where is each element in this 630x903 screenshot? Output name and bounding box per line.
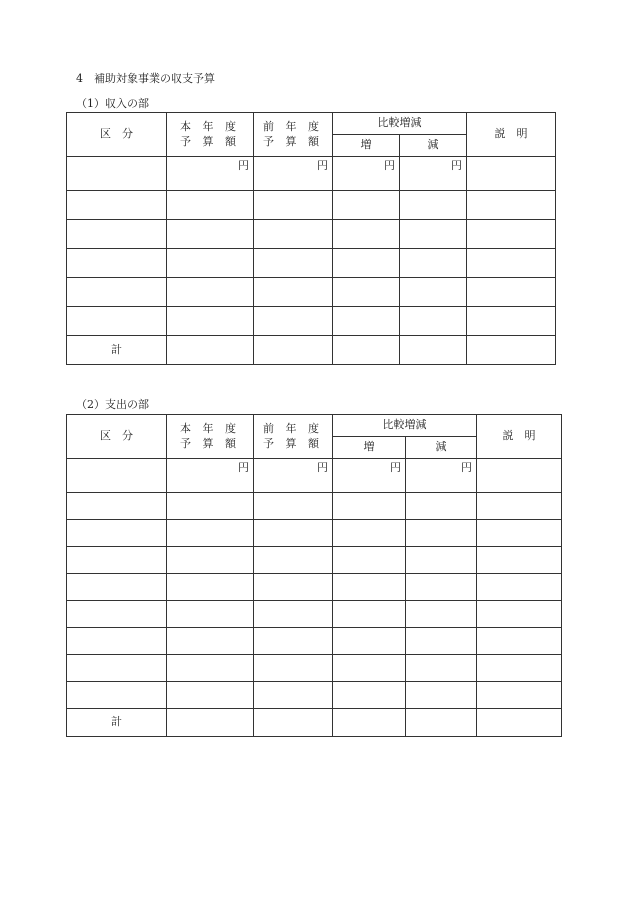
table-row bbox=[67, 574, 562, 601]
header-current-line1: 本 年 度 bbox=[180, 119, 240, 133]
unit-label: 円 bbox=[406, 459, 477, 493]
table-cell[interactable] bbox=[333, 191, 400, 220]
table-cell[interactable] bbox=[67, 628, 167, 655]
header-decrease: 減 bbox=[406, 437, 477, 459]
table-cell[interactable] bbox=[67, 157, 167, 191]
table-row bbox=[67, 307, 556, 336]
table-cell[interactable] bbox=[400, 336, 467, 365]
table-cell[interactable] bbox=[167, 709, 254, 737]
table-cell[interactable] bbox=[467, 220, 556, 249]
table-cell[interactable] bbox=[67, 682, 167, 709]
table-cell[interactable] bbox=[67, 493, 167, 520]
table-cell[interactable] bbox=[406, 682, 477, 709]
table-cell[interactable] bbox=[333, 336, 400, 365]
table-cell[interactable] bbox=[333, 709, 406, 737]
table-cell[interactable] bbox=[254, 191, 333, 220]
header-current-budget bbox=[167, 415, 254, 459]
table-cell[interactable] bbox=[333, 307, 400, 336]
unit-label: 円 bbox=[167, 157, 254, 191]
header-increase: 増 bbox=[333, 437, 406, 459]
table-cell[interactable] bbox=[167, 307, 254, 336]
header-explanation: 説 明 bbox=[467, 113, 556, 157]
table-cell[interactable] bbox=[167, 493, 254, 520]
header-current-line2: 予 算 額 bbox=[180, 134, 240, 148]
header-kubun: 区 分 bbox=[67, 113, 167, 157]
table-cell[interactable] bbox=[477, 628, 562, 655]
header-comparison: 比較増減 bbox=[333, 415, 477, 437]
unit-label: 円 bbox=[400, 157, 467, 191]
table-cell[interactable] bbox=[477, 601, 562, 628]
table-cell[interactable] bbox=[333, 682, 406, 709]
header-previous-budget bbox=[254, 113, 333, 157]
table-cell[interactable] bbox=[254, 493, 333, 520]
table-cell[interactable] bbox=[254, 655, 333, 682]
table-cell[interactable] bbox=[167, 520, 254, 547]
table-cell[interactable] bbox=[254, 601, 333, 628]
table-cell[interactable] bbox=[167, 601, 254, 628]
table-cell[interactable] bbox=[67, 601, 167, 628]
table-row bbox=[67, 601, 562, 628]
income-heading: （1）収入の部 bbox=[76, 97, 149, 110]
section-title: 4 補助対象事業の収支予算 bbox=[76, 72, 215, 85]
table-cell[interactable] bbox=[406, 709, 477, 737]
table-cell[interactable] bbox=[254, 520, 333, 547]
header-increase: 増 bbox=[333, 135, 400, 157]
table-cell[interactable] bbox=[333, 628, 406, 655]
header-previous-line1: 前 年 度 bbox=[263, 421, 323, 435]
table-cell[interactable] bbox=[477, 682, 562, 709]
table-cell[interactable] bbox=[467, 336, 556, 365]
table-cell[interactable] bbox=[406, 601, 477, 628]
table-cell[interactable] bbox=[467, 157, 556, 191]
table-cell[interactable] bbox=[467, 191, 556, 220]
table-cell[interactable] bbox=[254, 547, 333, 574]
table-cell[interactable] bbox=[400, 191, 467, 220]
table-cell[interactable] bbox=[333, 220, 400, 249]
table-row bbox=[67, 249, 556, 278]
table-cell[interactable] bbox=[333, 278, 400, 307]
table-row bbox=[67, 628, 562, 655]
table-cell[interactable] bbox=[67, 249, 167, 278]
table-row bbox=[67, 459, 562, 493]
table-cell[interactable] bbox=[254, 574, 333, 601]
header-previous-line2: 予 算 額 bbox=[263, 436, 323, 450]
table-cell[interactable] bbox=[333, 493, 406, 520]
table-cell[interactable] bbox=[67, 307, 167, 336]
expense-heading: （2）支出の部 bbox=[76, 398, 149, 411]
table-cell[interactable] bbox=[254, 709, 333, 737]
unit-label: 円 bbox=[254, 157, 333, 191]
header-decrease: 減 bbox=[400, 135, 467, 157]
table-cell[interactable] bbox=[406, 628, 477, 655]
table-row bbox=[67, 655, 562, 682]
header-explanation: 説 明 bbox=[477, 415, 562, 459]
table-cell[interactable] bbox=[477, 655, 562, 682]
table-cell[interactable] bbox=[406, 493, 477, 520]
table-cell[interactable] bbox=[406, 520, 477, 547]
table-cell[interactable] bbox=[477, 520, 562, 547]
table-cell[interactable] bbox=[406, 574, 477, 601]
table-cell[interactable] bbox=[400, 249, 467, 278]
table-cell[interactable] bbox=[167, 655, 254, 682]
table-cell[interactable] bbox=[333, 655, 406, 682]
header-previous-budget bbox=[254, 415, 333, 459]
table-cell[interactable] bbox=[333, 249, 400, 278]
table-cell[interactable] bbox=[167, 628, 254, 655]
table-cell[interactable] bbox=[254, 220, 333, 249]
table-cell[interactable] bbox=[400, 220, 467, 249]
header-previous-line1: 前 年 度 bbox=[263, 119, 323, 133]
table-cell[interactable] bbox=[67, 220, 167, 249]
expense-table bbox=[66, 414, 562, 737]
table-cell[interactable] bbox=[400, 278, 467, 307]
table-cell[interactable] bbox=[67, 574, 167, 601]
table-cell[interactable] bbox=[67, 655, 167, 682]
table-cell[interactable] bbox=[477, 493, 562, 520]
unit-label: 円 bbox=[333, 459, 406, 493]
table-row bbox=[67, 191, 556, 220]
table-cell[interactable] bbox=[333, 520, 406, 547]
total-row bbox=[67, 709, 562, 737]
table-cell[interactable] bbox=[254, 628, 333, 655]
table-cell[interactable] bbox=[167, 336, 254, 365]
table-row bbox=[67, 493, 562, 520]
table-cell[interactable] bbox=[167, 547, 254, 574]
table-cell[interactable] bbox=[167, 682, 254, 709]
table-row bbox=[67, 547, 562, 574]
table-cell[interactable] bbox=[67, 547, 167, 574]
unit-label: 円 bbox=[167, 459, 254, 493]
table-row bbox=[67, 278, 556, 307]
unit-label: 円 bbox=[254, 459, 333, 493]
income-table bbox=[66, 112, 556, 365]
table-cell[interactable] bbox=[400, 307, 467, 336]
table-cell[interactable] bbox=[467, 249, 556, 278]
table-cell[interactable] bbox=[254, 336, 333, 365]
table-cell[interactable] bbox=[67, 278, 167, 307]
total-row bbox=[67, 336, 556, 365]
table-row bbox=[67, 682, 562, 709]
header-comparison: 比較増減 bbox=[333, 113, 467, 135]
table-cell[interactable] bbox=[467, 278, 556, 307]
table-cell[interactable] bbox=[67, 191, 167, 220]
header-current-budget bbox=[167, 113, 254, 157]
table-cell[interactable] bbox=[167, 191, 254, 220]
table-cell[interactable] bbox=[406, 655, 477, 682]
table-cell[interactable] bbox=[333, 547, 406, 574]
header-current-line2: 予 算 額 bbox=[180, 436, 240, 450]
table-cell[interactable] bbox=[254, 307, 333, 336]
header-kubun: 区 分 bbox=[67, 415, 167, 459]
table-cell[interactable] bbox=[167, 249, 254, 278]
table-cell[interactable] bbox=[167, 278, 254, 307]
table-cell[interactable] bbox=[67, 520, 167, 547]
header-previous-line2: 予 算 額 bbox=[263, 134, 323, 148]
table-cell[interactable] bbox=[406, 547, 477, 574]
table-cell[interactable] bbox=[254, 278, 333, 307]
table-cell[interactable] bbox=[477, 547, 562, 574]
table-cell[interactable] bbox=[167, 574, 254, 601]
table-cell[interactable] bbox=[477, 709, 562, 737]
table-row bbox=[67, 220, 556, 249]
table-cell[interactable] bbox=[333, 574, 406, 601]
header-current-line1: 本 年 度 bbox=[180, 421, 240, 435]
table-cell[interactable] bbox=[67, 459, 167, 493]
table-row bbox=[67, 520, 562, 547]
total-label: 計 bbox=[67, 336, 167, 365]
table-cell[interactable] bbox=[467, 307, 556, 336]
table-cell[interactable] bbox=[477, 459, 562, 493]
table-cell[interactable] bbox=[254, 249, 333, 278]
table-cell[interactable] bbox=[167, 220, 254, 249]
total-label: 計 bbox=[67, 709, 167, 737]
table-row bbox=[67, 157, 556, 191]
table-cell[interactable] bbox=[477, 574, 562, 601]
unit-label: 円 bbox=[333, 157, 400, 191]
table-cell[interactable] bbox=[333, 601, 406, 628]
table-cell[interactable] bbox=[254, 682, 333, 709]
